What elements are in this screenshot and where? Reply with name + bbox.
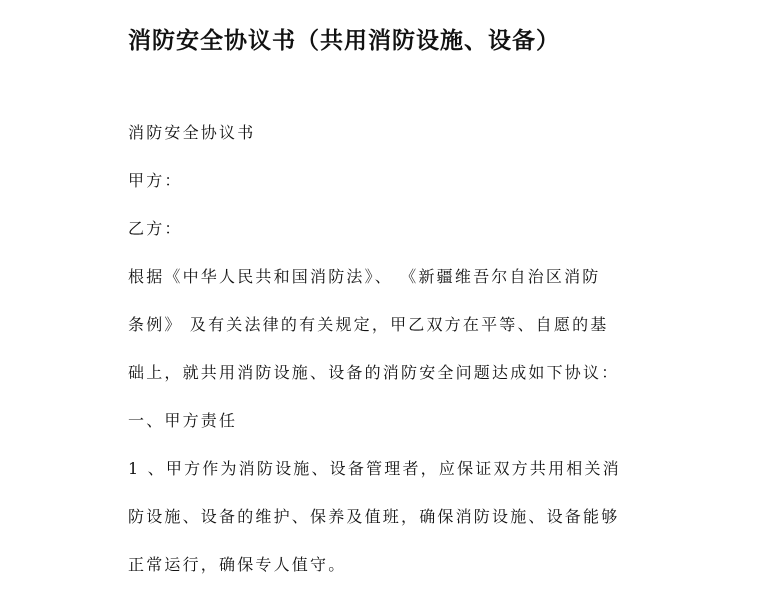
intro-line: 础上，就共用消防设施、设备的消防安全问题达成如下协议： <box>128 363 620 382</box>
clause-line: 正常运行，确保专人值守。 <box>128 555 347 574</box>
intro-line: 条例》 及有关法律的有关规定，甲乙双方在平等、自愿的基 <box>128 315 609 334</box>
clause-line: 防设施、设备的维护、保养及值班，确保消防设施、设备能够 <box>128 507 620 526</box>
intro-line: 根据《中华人民共和国消防法》、 《新疆维吾尔自治区消防 <box>128 267 601 286</box>
party-a-label: 甲方： <box>128 171 183 190</box>
intro-paragraph <box>128 265 648 385</box>
clause-line: 1 、甲方作为消防设施、设备管理者，应保证双方共用相关消 <box>128 459 621 478</box>
section-one-heading: 一、甲方责任 <box>128 411 238 430</box>
party-b-label: 乙方： <box>128 219 183 238</box>
document-body <box>128 121 648 601</box>
clause-one-paragraph <box>128 457 648 577</box>
agreement-subtitle: 消防安全协议书 <box>128 123 256 142</box>
document-title: 消防安全协议书（共用消防设施、设备） <box>128 28 560 54</box>
